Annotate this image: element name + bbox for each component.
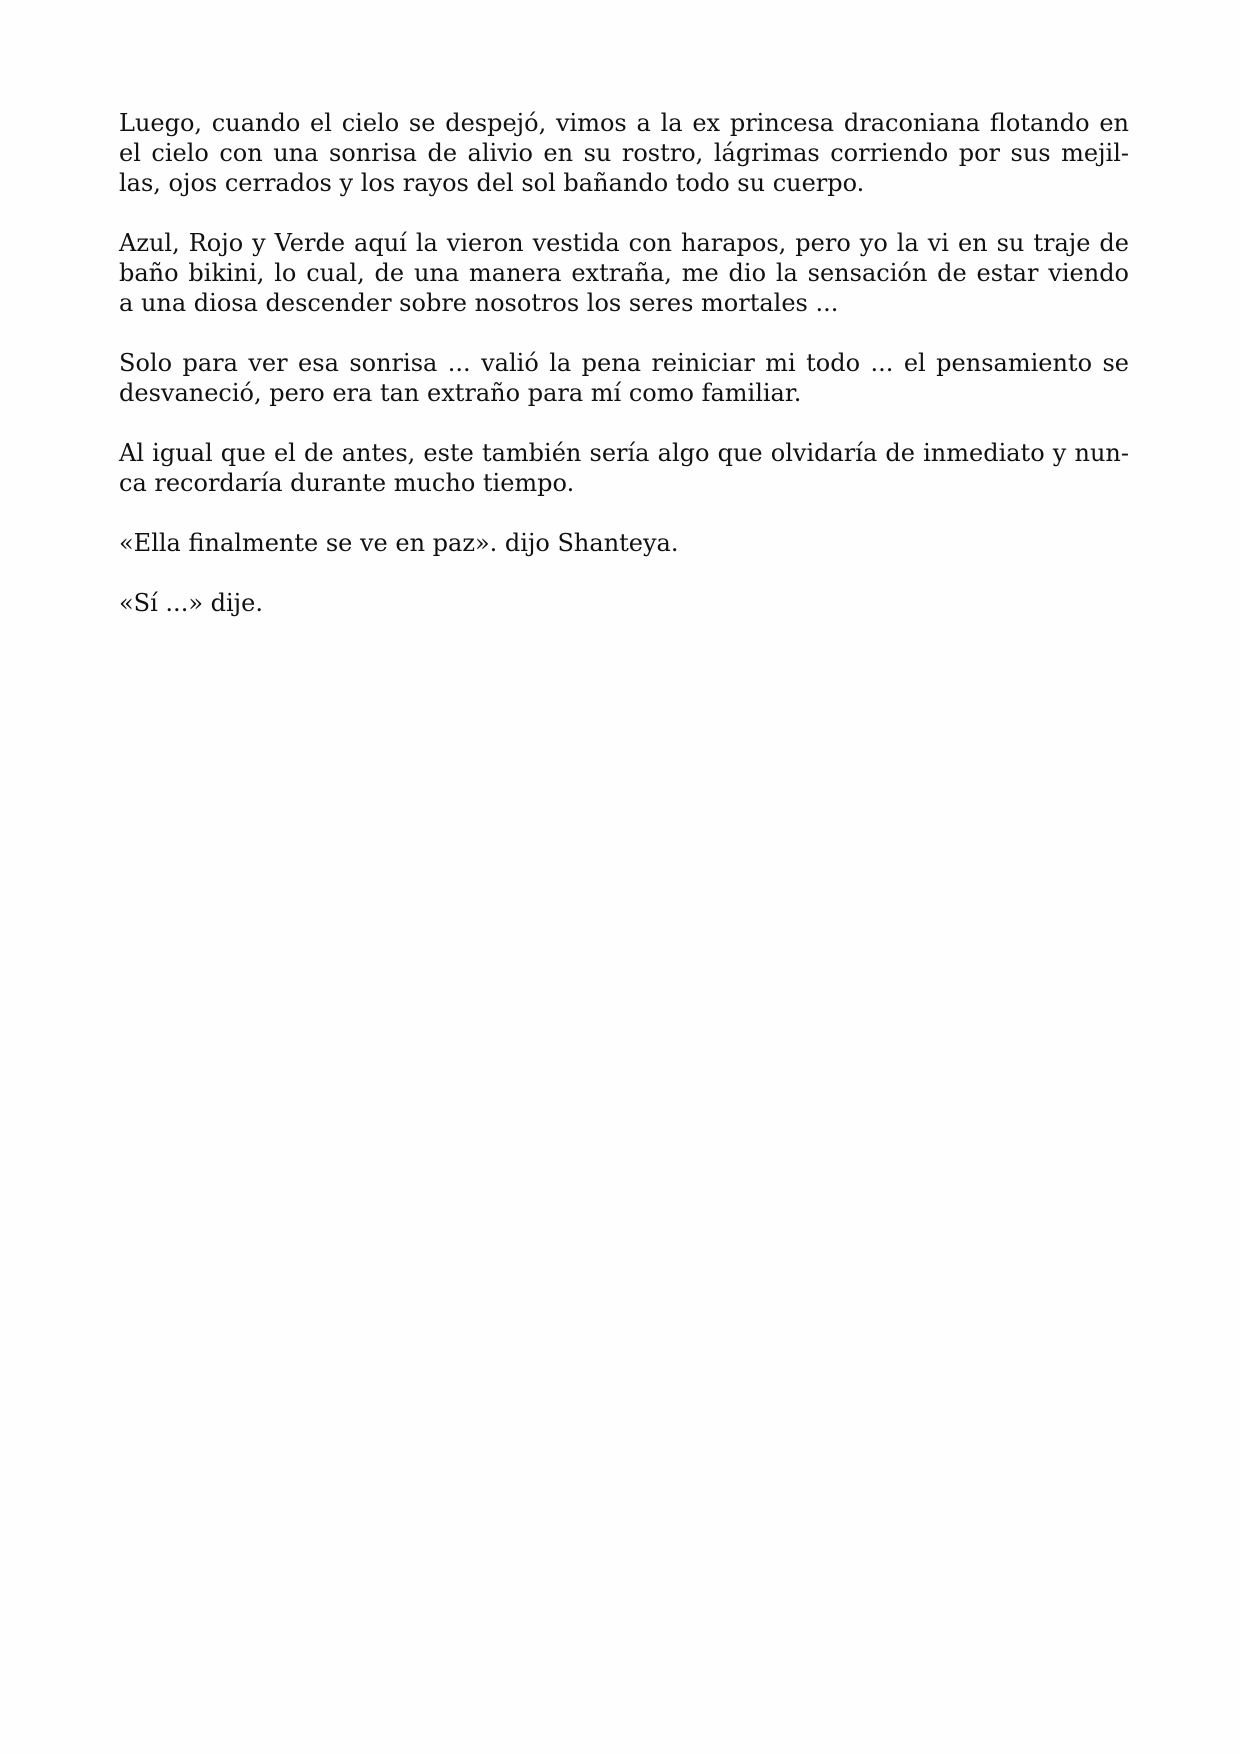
paragraph-6 <box>119 588 1129 618</box>
text-line: el cielo con una sonrisa de alivio en su rostro, lágrimas corriendo por sus mejil- <box>119 139 1129 167</box>
body-text <box>119 108 1129 648</box>
text-line: «Ella finalmente se ve en paz». dijo Shanteya. <box>119 529 679 557</box>
text-line: «Sí ...» dije. <box>119 589 263 617</box>
paragraph-1 <box>119 108 1129 198</box>
paragraph-3 <box>119 348 1129 408</box>
paragraph-2 <box>119 228 1129 318</box>
text-line: desvaneció, pero era tan extraño para mí como familiar. <box>119 379 802 407</box>
text-line: las, ojos cerrados y los rayos del sol bañando todo su cuerpo. <box>119 169 865 197</box>
paragraph-5 <box>119 528 1129 558</box>
text-line: baño bikini, lo cual, de una manera extraña, me dio la sensación de estar viendo <box>119 259 1129 287</box>
text-line: a una diosa descender sobre nosotros los seres mortales ... <box>119 289 839 317</box>
text-line: ca recordaría durante mucho tiempo. <box>119 469 575 497</box>
paragraph-4 <box>119 438 1129 498</box>
text-line: Luego, cuando el cielo se despejó, vimos a la ex princesa draconiana flotando en <box>119 109 1129 137</box>
text-line: Azul, Rojo y Verde aquí la vieron vestida con harapos, pero yo la vi en su traje de <box>119 229 1129 257</box>
text-line: Solo para ver esa sonrisa ... valió la pena reiniciar mi todo ... el pensamiento se <box>119 349 1129 377</box>
text-line: Al igual que el de antes, este también sería algo que olvidaría de inmediato y nun- <box>119 439 1129 467</box>
